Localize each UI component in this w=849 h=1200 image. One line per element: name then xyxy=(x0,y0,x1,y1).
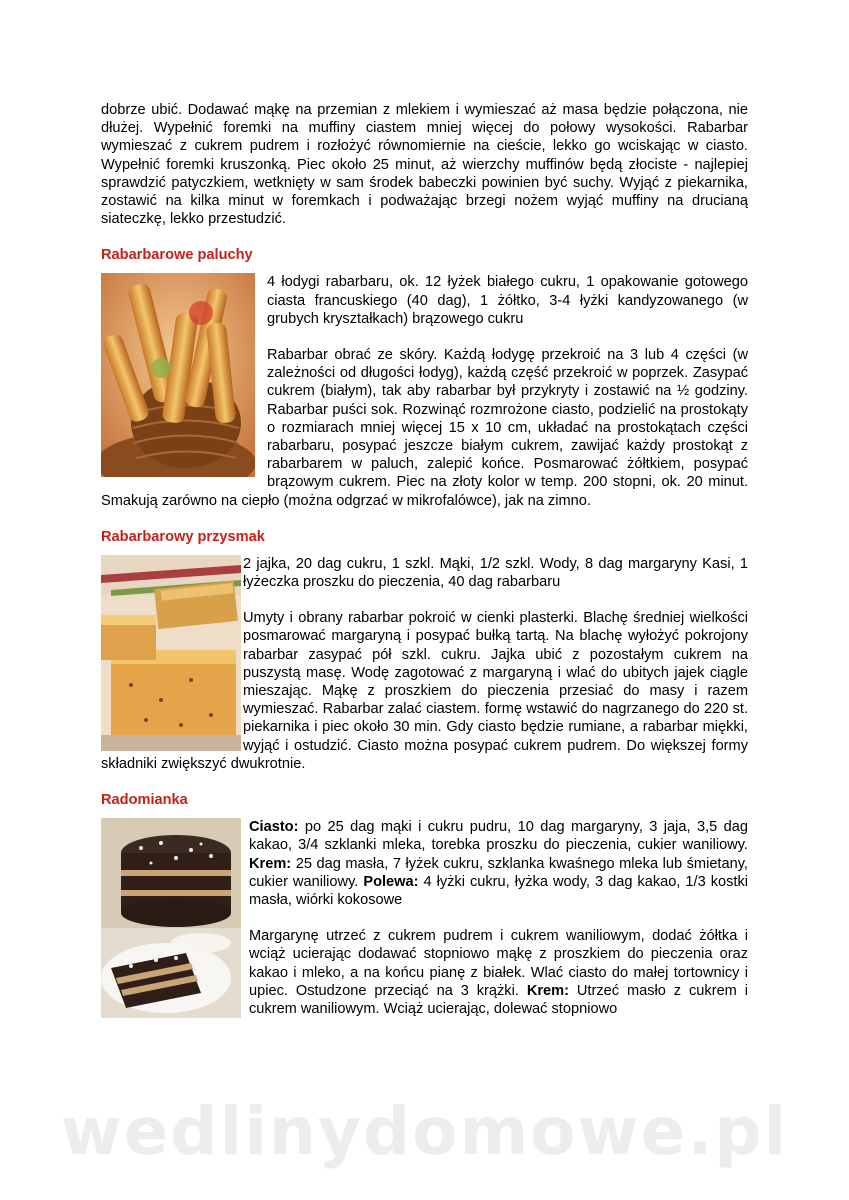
recipe-title-radomianka: Radomianka xyxy=(101,792,188,809)
document-page xyxy=(101,101,748,1018)
method-a: Margarynę utrzeć z cukrem pudrem i cukrem waniliowym, dodać żółtka i wciąż ucierając dodawać stopniowo mąkę z proszkiem do pieczenia oraz kakao i mleko, a na końcu pianę z białek. Wlać ciasto do małej tortownicy i upiec. Ostudzone przeciąć na 3 krążki. xyxy=(249,928,748,999)
ciasto-label: Ciasto: xyxy=(249,819,299,836)
radomianka-photo xyxy=(101,818,241,1018)
przysmak-ingredients: 2 jajka, 20 dag cukru, 1 szkl. Mąki, 1/2 szkl. Wody, 8 dag margaryny Kasi, 1 łyżeczka proszku do pieczenia, 40 dag rabarbaru xyxy=(243,555,748,591)
recipe-title-przysmak: Rabarbarowy przysmak xyxy=(101,528,265,545)
paluchy-method: Rabarbar obrać ze skóry. Każdą łodygę przekroić na 3 lub 4 części (w zależności od długości łodyg), każdą część przekroić w poprzek. Zasypać cukrem (białym), tak aby rabarbar był przykryty i zostawić na ½ godziny. Rabarbar puści sok. Rozwinąć rozmrożone ciasto, podzielić na prostokąty o rozmiarach mniej więcej 15 x 10 cm, układać na prostokątach części rabarbaru, posypać jeszcze białym cukrem, zawijać każdy prostokąt z rabarbarem w paluch, zalepić końce. Posmarować żółtkiem, posypać brązowym cukrem. Piec na złoty kolor w temp. 200 stopni, ok. 20 minut. Smakują zarówno na ciepło (można odgrzać w mikrofalówce), jak na zimno. xyxy=(101,347,748,509)
polewa-text: 4 łyżki cukru, łyżka wody, 3 dag kakao, 1/3 kostki masła, wiórki kokosowe xyxy=(249,873,748,908)
krem-label: Krem: xyxy=(249,855,292,872)
watermark: wedlinydomowe.pl xyxy=(60,1093,789,1170)
krem-text: 25 dag masła, 7 łyżek cukru, szklanka kwaśnego mleka lub śmietany, cukier waniliowy. xyxy=(249,855,748,890)
paluchy-photo xyxy=(101,273,255,477)
intro-paragraph: dobrze ubić. Dodawać mąkę na przemian z mlekiem i wymieszać aż masa będzie połączona, nie dłużej. Wypełnić foremki na muffiny ciastem mniej więcej do połowy wysokości. Rabarbar wymieszać z cukrem pudrem i rozłożyć równomiernie na cieście, lekko go wciskając w ciasto. Wypełnić foremki kruszonką. Piec około 25 minut, aż wierzchy muffinów będą złociste - najlepiej sprawdzić patyczkiem, wetknięty w sam środek babeczki powinien być suchy. Wyjąć z piekarnika, zostawić na kilka minut w foremkach i podważając brzegi nożem wyjąć muffiny na drucianą siateczkę, lekko przestudzić. xyxy=(101,102,748,228)
ciasto-text: po 25 dag mąki i cukru pudru, 10 dag margaryny, 3 jaja, 3,5 dag kakao, 3/4 szklanki mleka, torebka proszku do pieczenia, cukier waniliowy. xyxy=(249,819,748,854)
recipe-title-paluchy: Rabarbarowe paluchy xyxy=(101,247,253,264)
przysmak-method: Umyty i obrany rabarbar pokroić w cienki plasterki. Blachę średniej wielkości posmarować margaryną i posypać bułką tartą. Na blachę wyłożyć pokrojony rabarbar zasypać pół szkl. cukru. Jajka ubić z pozostałym cukrem na puszystą masę. Wodę zagotować z margaryną i wlać do ubitych jajek ciągle mieszając. Mąkę z proszkiem do pieczenia przesiać do masy i razem wymieszać. Rabarbar zalać ciastem. formę wstawić do nagrzanego do 220 st. piekarnika i piec około 30 min. Gdy ciasto będzie rumiane, a rabarbar miękki, wyjąć i ostudzić. Ciasto można posypać cukrem pudrem. Do większej formy składniki zwiększyć dwukrotnie. xyxy=(101,610,748,772)
paluchy-ingredients: 4 łodygi rabarbaru, ok. 12 łyżek białego cukru, 1 opakowanie gotowego ciasta francuskiego (40 dag), 1 żółtko, 3-4 łyżki kandyzowanego (w grubych kryształkach) brązowego cukru xyxy=(267,274,748,327)
polewa-label: Polewa: xyxy=(363,873,419,890)
method-b: Utrzeć masło z cukrem i cukrem waniliowym. Wciąż ucierając, dolewać stopniowo xyxy=(249,982,748,1017)
przysmak-photo xyxy=(101,555,241,751)
method-krem-label: Krem: xyxy=(526,982,569,999)
